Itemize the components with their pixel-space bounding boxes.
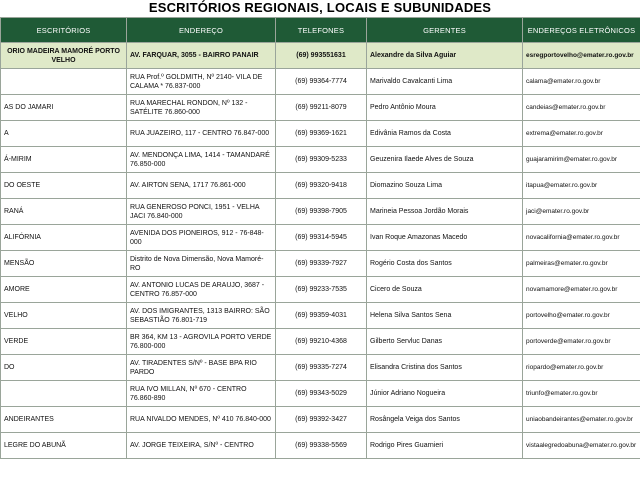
- manager-cell: [367, 173, 523, 199]
- address-cell-text: AV. JORGE TEIXEIRA, S/Nº - CENTRO: [130, 442, 254, 449]
- office-name-cell-text: Á-MIRIM: [4, 156, 32, 163]
- email-cell: [523, 173, 640, 199]
- email-cell-text: calama@emater.ro.gov.br: [526, 78, 601, 85]
- email-cell-text: guajaramirim@emater.ro.gov.br: [526, 156, 618, 163]
- office-name-cell-text: AS DO JAMARI: [4, 104, 54, 111]
- email-cell-text: novamamore@emater.ro.gov.br: [526, 286, 618, 293]
- office-name-cell: [1, 43, 127, 69]
- manager-cell-text: Helena Silva Santos Sena: [370, 312, 452, 319]
- manager-cell-text: Rogério Costa dos Santos: [370, 260, 452, 267]
- address-cell-text: RUA Prof.º GOLDMITH, Nº 2140- VILA DE CALAMA * 76.837-000: [130, 73, 263, 90]
- table-row: [1, 355, 640, 381]
- office-name-cell: [1, 407, 127, 433]
- office-name-cell-text: VELHO: [4, 312, 28, 319]
- address-cell-text: AV. MENDONÇA LIMA, 1414 - TAMANDARÉ 76.850-000: [130, 151, 270, 168]
- email-cell: [523, 329, 640, 355]
- email-cell-text: candeias@emater.ro.gov.br: [526, 104, 606, 111]
- address-cell-text: AV. TIRADENTES S/Nº - BASE BPA RIO PARDO: [130, 359, 257, 376]
- office-name-cell-text: ORIO MADEIRA MAMORÉ PORTO VELHO: [7, 47, 120, 64]
- manager-cell-text: Júnior Adriano Nogueira: [370, 390, 446, 397]
- table-row: [1, 251, 640, 277]
- email-cell: [523, 69, 640, 95]
- manager-cell: [367, 251, 523, 277]
- office-name-cell: [1, 329, 127, 355]
- manager-cell-text: Diomazino Souza Lima: [370, 182, 442, 189]
- phone-cell-text: (69) 99392-3427: [295, 416, 347, 423]
- header-emails: ENDEREÇOS ELETRÔNICOS: [523, 18, 640, 43]
- table-row: [1, 43, 640, 69]
- table-header-row: [1, 18, 640, 43]
- office-name-cell-text: LEGRE DO ABUNÃ: [4, 442, 66, 449]
- email-cell: [523, 355, 640, 381]
- manager-cell-text: Rodrigo Pires Guarnieri: [370, 442, 444, 449]
- phone-cell-text: (69) 99364-7774: [295, 78, 347, 85]
- header-endereco: ENDEREÇO: [127, 18, 276, 43]
- phone-cell: [276, 147, 367, 173]
- table-row: [1, 173, 640, 199]
- address-cell: [127, 225, 276, 251]
- email-cell: [523, 225, 640, 251]
- email-cell-text: extrema@emater.ro.gov.br: [526, 130, 603, 137]
- address-cell-text: AV. FARQUAR, 3055 - BAIRRO PANAIR: [130, 52, 259, 59]
- phone-cell: [276, 355, 367, 381]
- phone-cell-text: (69) 99343-5029: [295, 390, 347, 397]
- office-name-cell: [1, 147, 127, 173]
- address-cell-text: Distrito de Nova Dimensão, Nova Mamoré-RO: [130, 255, 264, 272]
- phone-cell-text: (69) 99233-7535: [295, 286, 347, 293]
- address-cell: [127, 95, 276, 121]
- manager-cell: [367, 147, 523, 173]
- address-cell: [127, 69, 276, 95]
- phone-cell: [276, 69, 367, 95]
- address-cell: [127, 329, 276, 355]
- phone-cell-text: (69) 99339-7927: [295, 260, 347, 267]
- table-row: [1, 407, 640, 433]
- phone-cell-text: (69) 993551631: [296, 52, 346, 59]
- email-cell-text: uniaobandeirantes@emater.ro.gov.br: [526, 416, 633, 423]
- phone-cell-text: (69) 99369-1621: [295, 130, 347, 137]
- manager-cell: [367, 277, 523, 303]
- phone-cell-text: (69) 99338-5569: [295, 442, 347, 449]
- office-name-cell-text: MENSÃO: [4, 260, 35, 267]
- email-cell-text: portoverde@emater.ro.gov.br: [526, 338, 611, 345]
- office-name-cell: [1, 95, 127, 121]
- table-row: [1, 147, 640, 173]
- office-name-cell: [1, 173, 127, 199]
- office-name-cell: [1, 303, 127, 329]
- offices-table: [0, 17, 640, 459]
- office-name-cell: [1, 225, 127, 251]
- address-cell: [127, 303, 276, 329]
- phone-cell: [276, 329, 367, 355]
- table-row: [1, 225, 640, 251]
- office-name-cell-text: VERDE: [4, 338, 29, 345]
- phone-cell: [276, 225, 367, 251]
- address-cell: [127, 381, 276, 407]
- email-cell-text: riopardo@emater.ro.gov.br: [526, 364, 604, 371]
- manager-cell-text: Cicero de Souza: [370, 286, 422, 293]
- phone-cell: [276, 433, 367, 459]
- phone-cell: [276, 199, 367, 225]
- phone-cell: [276, 173, 367, 199]
- office-name-cell-text: AMORE: [4, 286, 30, 293]
- address-cell-text: AVENIDA DOS PIONEIROS, 912 - 76-848-000: [130, 229, 264, 246]
- office-name-cell: [1, 69, 127, 95]
- email-cell-text: esregportovelho@emater.ro.gov.br: [526, 52, 634, 59]
- phone-cell: [276, 251, 367, 277]
- address-cell-text: RUA JUAZEIRO, 117 - CENTRO 76.847-000: [130, 130, 270, 137]
- email-cell: [523, 95, 640, 121]
- manager-cell: [367, 407, 523, 433]
- phone-cell: [276, 303, 367, 329]
- manager-cell-text: Pedro Antônio Moura: [370, 104, 436, 111]
- address-cell-text: AV. DOS IMIGRANTES, 1313 BAIRRO: SÃO SEBASTIÃO 76.801-719: [130, 307, 270, 324]
- manager-cell: [367, 95, 523, 121]
- office-name-cell-text: RANÁ: [4, 208, 24, 215]
- office-name-cell: [1, 277, 127, 303]
- office-name-cell-text: ALIFÓRNIA: [4, 234, 41, 241]
- manager-cell: [367, 381, 523, 407]
- office-name-cell: [1, 199, 127, 225]
- email-cell-text: jaci@emater.ro.gov.br: [526, 208, 590, 215]
- phone-cell-text: (69) 99398-7905: [295, 208, 347, 215]
- office-name-cell-text: DO OESTE: [4, 182, 41, 189]
- address-cell-text: AV. ANTONIO LUCAS DE ARAUJO, 3687 - CENTRO 76.857-000: [130, 281, 265, 298]
- table-row: [1, 303, 640, 329]
- manager-cell-text: Elisandra Cristina dos Santos: [370, 364, 462, 371]
- phone-cell-text: (69) 99320-9418: [295, 182, 347, 189]
- email-cell: [523, 407, 640, 433]
- email-cell: [523, 303, 640, 329]
- phone-cell-text: (69) 99211-8079: [295, 104, 347, 111]
- email-cell: [523, 381, 640, 407]
- phone-cell-text: (69) 99210-4368: [295, 338, 347, 345]
- office-name-cell: [1, 251, 127, 277]
- document-title: ESCRITÓRIOS REGIONAIS, LOCAIS E SUBUNIDADES: [148, 0, 492, 15]
- manager-cell: [367, 199, 523, 225]
- email-cell-text: palmeiras@emater.ro.gov.br: [526, 260, 608, 267]
- table-row: [1, 121, 640, 147]
- address-cell: [127, 173, 276, 199]
- address-cell-text: RUA GENEROSO PONCI, 1951 - VELHA JACI 76.840-000: [130, 203, 260, 220]
- phone-cell: [276, 277, 367, 303]
- table-row: [1, 199, 640, 225]
- phone-cell-text: (69) 99359-4031: [295, 312, 347, 319]
- phone-cell: [276, 407, 367, 433]
- address-cell-text: BR 364, KM 13 - AGROVILA PORTO VERDE 76.800-000: [130, 333, 272, 350]
- address-cell: [127, 407, 276, 433]
- phone-cell-text: (69) 99314-5945: [295, 234, 347, 241]
- address-cell: [127, 277, 276, 303]
- email-cell: [523, 251, 640, 277]
- office-name-cell: [1, 355, 127, 381]
- table-row: [1, 329, 640, 355]
- address-cell: [127, 121, 276, 147]
- table-row: [1, 69, 640, 95]
- manager-cell-text: Geuzenira Ilaede Alves de Souza: [370, 156, 474, 163]
- email-cell-text: itapua@emater.ro.gov.br: [526, 182, 598, 189]
- manager-cell-text: Ivan Roque Amazonas Macedo: [370, 234, 468, 241]
- email-cell-text: vistaalegredoabuna@emater.ro.gov.br: [526, 442, 637, 449]
- phone-cell-text: (69) 99335-7274: [295, 364, 347, 371]
- office-name-cell: [1, 121, 127, 147]
- manager-cell: [367, 355, 523, 381]
- address-cell-text: RUA IVO MILLAN, Nº 670 - CENTRO 76.860-890: [130, 385, 247, 402]
- email-cell: [523, 277, 640, 303]
- table-row: [1, 381, 640, 407]
- address-cell: [127, 433, 276, 459]
- header-gerentes: GERENTES: [367, 18, 523, 43]
- header-telefones: TELEFONES: [276, 18, 367, 43]
- manager-cell-text: Gilberto Servluc Danas: [370, 338, 442, 345]
- office-name-cell-text: ANDEIRANTES: [4, 416, 54, 423]
- manager-cell: [367, 43, 523, 69]
- email-cell: [523, 147, 640, 173]
- manager-cell: [367, 433, 523, 459]
- office-name-cell: [1, 381, 127, 407]
- phone-cell: [276, 43, 367, 69]
- phone-cell: [276, 121, 367, 147]
- address-cell: [127, 147, 276, 173]
- email-cell: [523, 43, 640, 69]
- office-name-cell: [1, 433, 127, 459]
- manager-cell: [367, 329, 523, 355]
- email-cell: [523, 199, 640, 225]
- email-cell: [523, 433, 640, 459]
- phone-cell-text: (69) 99309-5233: [295, 156, 347, 163]
- email-cell-text: portovelho@emater.ro.gov.br: [526, 312, 610, 319]
- address-cell-text: RUA MARECHAL RONDON, Nº 132 - SATÉLITE 76.860-000: [130, 99, 248, 116]
- header-escritorios: ESCRITÓRIOS: [1, 18, 127, 43]
- address-cell-text: RUA NIVALDO MENDES, Nº 410 76.840-000: [130, 416, 271, 423]
- table-row: [1, 95, 640, 121]
- manager-cell-text: Rosângela Veiga dos Santos: [370, 416, 460, 423]
- manager-cell: [367, 69, 523, 95]
- manager-cell-text: Marineia Pessoa Jordão Morais: [370, 208, 469, 215]
- manager-cell: [367, 303, 523, 329]
- email-cell-text: triunfo@emater.ro.gov.br: [526, 390, 598, 397]
- table-row: [1, 433, 640, 459]
- phone-cell: [276, 381, 367, 407]
- address-cell: [127, 355, 276, 381]
- manager-cell: [367, 121, 523, 147]
- offices-table-container: [0, 17, 640, 459]
- email-cell-text: novacalifornia@emater.ro.gov.br: [526, 234, 620, 241]
- manager-cell-text: Marivaldo Cavalcanti Lima: [370, 78, 453, 85]
- email-cell: [523, 121, 640, 147]
- address-cell-text: AV. AIRTON SENA, 1717 76.861-000: [130, 182, 246, 189]
- address-cell: [127, 43, 276, 69]
- manager-cell-text: Alexandre da Silva Aguiar: [370, 52, 457, 59]
- manager-cell: [367, 225, 523, 251]
- phone-cell: [276, 95, 367, 121]
- manager-cell-text: Edivânia Ramos da Costa: [370, 130, 451, 137]
- table-row: [1, 277, 640, 303]
- address-cell: [127, 199, 276, 225]
- office-name-cell-text: A: [4, 130, 9, 137]
- office-name-cell-text: DO: [4, 364, 15, 371]
- address-cell: [127, 251, 276, 277]
